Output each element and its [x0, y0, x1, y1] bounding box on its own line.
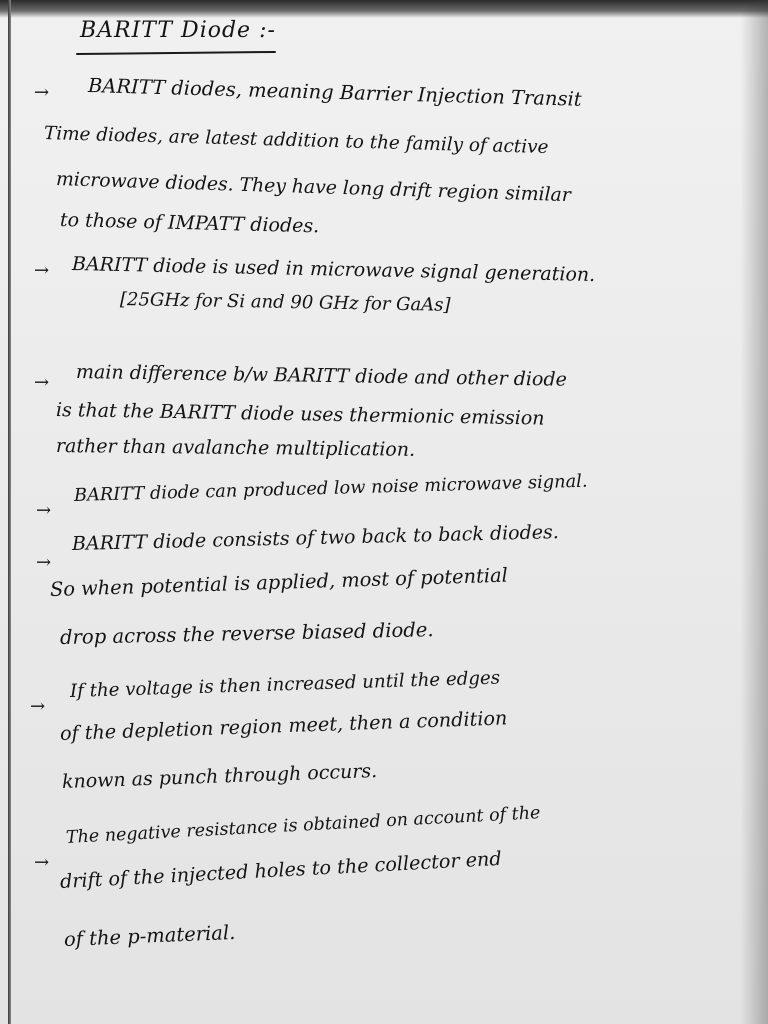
bullet-arrow-icon: → — [34, 372, 50, 393]
page-title: BARITT Diode :- — [80, 18, 276, 43]
note-line: BARITT diode is used in microwave signal generation. — [71, 253, 596, 286]
bullet-arrow-icon: → — [30, 696, 46, 717]
note-line: [25GHz for Si and 90 GHz for GaAs] — [119, 289, 451, 316]
bullet-arrow-icon: → — [36, 552, 52, 573]
note-line: The negative resistance is obtained on account of the — [65, 803, 541, 848]
bullet-arrow-icon: → — [34, 82, 50, 103]
bullet-arrow-icon: → — [36, 500, 52, 521]
note-line: of the depletion region meet, then a condition — [59, 706, 508, 745]
bullet-arrow-icon: → — [34, 260, 50, 281]
note-line: Time diodes, are latest addition to the family of active — [43, 123, 549, 159]
note-line: If the voltage is then increased until the edges — [69, 667, 501, 702]
note-line: BARITT diode can produced low noise microwave signal. — [73, 470, 588, 506]
note-line: known as punch through occurs. — [61, 760, 378, 793]
note-line: of the p-material. — [63, 920, 236, 951]
note-line: main difference b/w BARITT diode and other diode — [75, 361, 568, 391]
note-line: rather than avalanche multiplication. — [55, 435, 416, 461]
note-line: is that the BARITT diode uses thermionic emission — [55, 399, 545, 430]
bullet-arrow-icon: → — [34, 852, 50, 873]
note-line: microwave diodes. They have long drift region similar — [55, 169, 572, 207]
note-line: drift of the injected holes to the collector end — [59, 846, 503, 893]
note-line: BARITT diode consists of two back to back diodes. — [71, 521, 560, 555]
note-line: to those of IMPATT diodes. — [59, 209, 320, 238]
note-line: So when potential is applied, most of potential — [49, 563, 509, 601]
note-line: drop across the reverse biased diode. — [59, 618, 434, 649]
note-line: BARITT diodes, meaning Barrier Injection Transit — [87, 74, 582, 111]
title-underline — [76, 51, 276, 55]
